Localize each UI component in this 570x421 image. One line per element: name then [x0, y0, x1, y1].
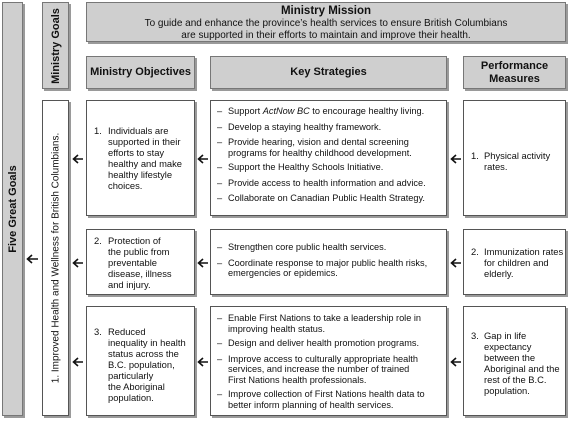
arrow-objective-3-to-goal	[72, 357, 84, 367]
objective-3-line: inequality in health	[108, 337, 186, 348]
ministry-goals-header	[42, 2, 69, 89]
objective-2-line: disease, illness	[108, 268, 172, 279]
strategy-item: – Provide hearing, vision and dental screening programs for healthy childhood development.	[217, 137, 442, 158]
strategy-item: – Collaborate on Canadian Public Health Strategy.	[217, 193, 442, 204]
strategy-item: – Strengthen core public health services.	[217, 242, 442, 253]
measure-3-line: rest of the B.C.	[484, 374, 547, 385]
measure-3-line: population.	[484, 385, 530, 396]
strategy-item: – Coordinate response to major public health risks, emergencies or epidemics.	[217, 258, 442, 279]
actnow-bc-name: ActNow BC	[262, 106, 310, 116]
objective-2-line: the public from	[108, 246, 170, 257]
arrow-goal-to-five-goals	[26, 254, 39, 264]
arrow-strategies-3-to-objective-3	[197, 357, 209, 367]
performance-measures-header	[463, 56, 566, 89]
measure-3-line: Gap in life	[484, 330, 527, 341]
ministry-goals-label: Ministry Goals	[49, 7, 62, 84]
measure-1-line: rates.	[484, 161, 508, 172]
objective-2-box	[86, 229, 195, 295]
objective-1-line: Individuals are	[108, 125, 169, 136]
arrow-measure-2-to-strategies-2	[450, 258, 462, 268]
mission-body-line-1: To guide and enhance the province’s health services to ensure British Columbians	[144, 18, 508, 29]
arrow-measure-1-to-strategies-1	[450, 154, 462, 164]
objective-1-line: choices.	[108, 180, 143, 191]
objective-3-line: Reduced	[108, 326, 146, 337]
strategies-2-box	[210, 229, 447, 295]
measure-3-number: 3.	[471, 330, 479, 341]
objective-2-line: Protection of	[108, 235, 161, 246]
performance-measures-label-1: Performance	[480, 59, 549, 72]
strategy-item: – Support the Healthy Schools Initiative.	[217, 162, 442, 173]
strategy-item: – Develop a staying healthy framework.	[217, 122, 442, 133]
goal-1-label: 1. Improved Health and Wellness for British Columbians.	[50, 132, 61, 384]
measure-2-line: Immunization rates	[484, 246, 564, 257]
objective-3-box	[86, 306, 195, 416]
objective-3-number: 3.	[94, 326, 102, 337]
arrow-strategies-1-to-objective-1	[197, 154, 209, 164]
objective-1-number: 1.	[94, 125, 102, 136]
strategy-item: – Provide access to health information and advice.	[217, 178, 442, 189]
measure-3-line: between the	[484, 352, 536, 363]
objective-1-box	[86, 100, 195, 216]
strategy-item: – Support ActNow BC to encourage healthy living.	[217, 106, 442, 117]
key-strategies-header	[210, 56, 447, 89]
objective-2-line: preventable	[108, 257, 157, 268]
measure-2-line: for children and	[484, 257, 549, 268]
strategies-1-box	[210, 100, 447, 216]
measure-1-box	[463, 100, 566, 216]
goal-1-box	[42, 100, 69, 416]
key-strategies-label: Key Strategies	[290, 66, 367, 78]
ministry-mission-box	[86, 2, 566, 42]
ministry-objectives-header	[86, 56, 195, 89]
arrow-strategies-2-to-objective-2	[197, 258, 209, 268]
objective-1-line: healthy and make	[108, 158, 183, 169]
objective-3-line: population.	[108, 392, 154, 403]
strategy-item: – Design and deliver health promotion programs.	[217, 338, 442, 349]
ministry-objectives-label: Ministry Objectives	[90, 66, 191, 78]
objective-2-line: and injury.	[108, 279, 151, 290]
measure-2-line: elderly.	[484, 268, 514, 279]
objective-3-line: B.C. population,	[108, 359, 175, 370]
arrow-objective-2-to-goal	[72, 258, 84, 268]
objective-1-line: healthy lifestyle	[108, 169, 173, 180]
performance-measures-label-2: Measures	[489, 72, 540, 85]
measure-2-number: 2.	[471, 246, 479, 257]
objective-1-line: supported in their	[108, 136, 181, 147]
objective-3-line: status across the	[108, 348, 179, 359]
five-great-goals-label: Five Great Goals	[6, 165, 19, 253]
objective-2-number: 2.	[94, 235, 102, 246]
five-great-goals-box	[2, 2, 23, 416]
objective-3-line: the Aboriginal	[108, 381, 165, 392]
objective-1-line: efforts to stay	[108, 147, 165, 158]
measure-3-line: expectancy	[484, 341, 532, 352]
mission-title: Ministry Mission	[280, 5, 372, 17]
arrow-measure-3-to-strategies-3	[450, 357, 462, 367]
strategy-item: – Enable First Nations to take a leadership role in improving health status.	[217, 313, 442, 334]
strategies-3-box	[210, 306, 447, 416]
arrow-objective-1-to-goal	[72, 154, 84, 164]
measure-1-line: Physical activity	[484, 150, 551, 161]
measure-3-line: Aboriginal and the	[484, 363, 560, 374]
strategy-item: – Improve access to culturally appropriate health services, and increase the number of trained First Nations health professionals.	[217, 354, 442, 386]
measure-2-box	[463, 229, 566, 295]
strategy-item: – Improve collection of First Nations health data to better inform planning of health services.	[217, 389, 442, 410]
objective-3-line: particularly	[108, 370, 154, 381]
measure-3-box	[463, 306, 566, 416]
mission-body-line-2: are supported in their efforts to maintain and improve their health.	[181, 30, 471, 41]
measure-1-number: 1.	[471, 150, 479, 161]
